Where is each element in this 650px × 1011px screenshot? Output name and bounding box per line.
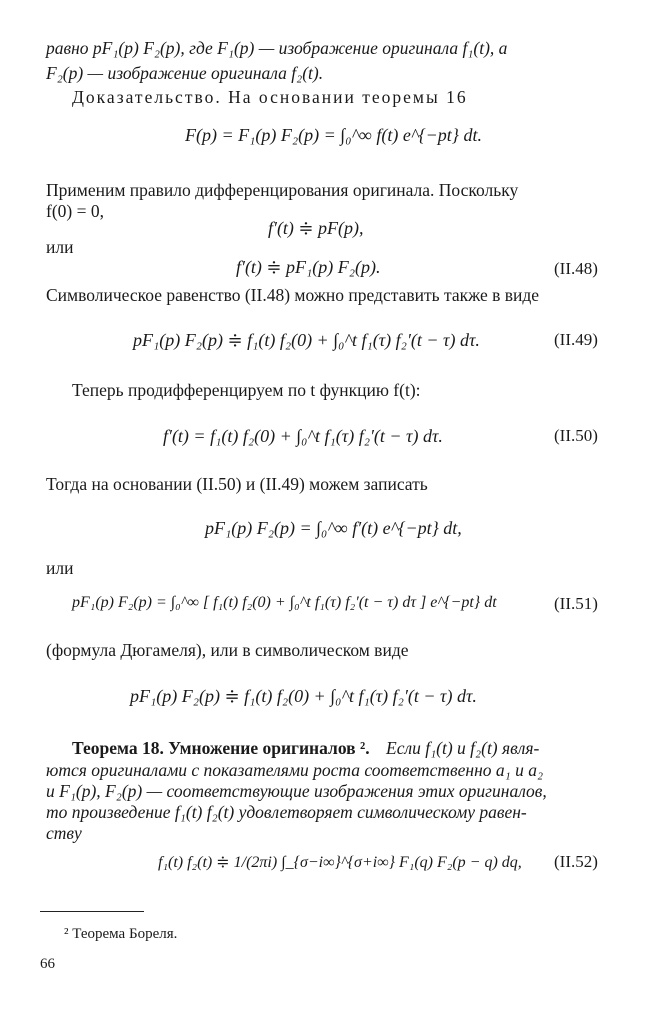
equation-number-50: (II.50) [554, 426, 598, 445]
theorem-line-5: ству [46, 823, 82, 843]
theorem-line-3: и F₁(p), F₂(p) — соответствующие изображения этих оригиналов, [46, 781, 547, 801]
theorem-heading: Теорема 18. Умножение оригиналов ². [72, 738, 370, 758]
formula-9: f₁(t) f₂(t) ≑ 1/(2πi) ∫_{σ−i∞}^{σ+i∞} F₁(q) F₂(p − q) dq, [158, 854, 522, 871]
theorem-line-1: Если f₁(t) и f₂(t) явля- [386, 738, 540, 758]
equation-number-49: (II.49) [554, 330, 598, 349]
word-ili-1: или [46, 237, 74, 257]
formula-5: f′(t) = f₁(t) f₂(0) + ∫₀^t f₁(τ) f₂′(t − τ) dτ. [163, 426, 443, 446]
formula-6: pF₁(p) F₂(p) = ∫₀^∞ f′(t) e^{−pt} dt, [205, 518, 462, 538]
formula-8: pF₁(p) F₂(p) ≑ f₁(t) f₂(0) + ∫₀^t f₁(τ) f₂′(t − τ) dτ. [130, 686, 477, 706]
text-line-2: F₂(p) — изображение оригинала f₂(t). [46, 63, 324, 83]
paragraph-5: Тогда на основании (II.50) и (II.49) можем записать [46, 474, 428, 494]
text-line-1: равно pF₁(p) F₂(p), где F₁(p) — изображение оригинала f₁(t), а [46, 38, 508, 58]
paragraph-2-line-1: Применим правило дифференцирования оригинала. Поскольку [46, 180, 519, 200]
equation-number-51: (II.51) [554, 594, 598, 613]
theorem-line-4: то произведение f₁(t) f₂(t) удовлетворяет символическому равен- [46, 802, 527, 822]
footnote-rule [40, 911, 144, 912]
page-number: 66 [40, 956, 55, 972]
formula-1: F(p) = F₁(p) F₂(p) = ∫₀^∞ f(t) e^{−pt} dt. [185, 125, 482, 145]
footnote: ² Теорема Бореля. [64, 926, 178, 942]
paragraph-6: (формула Дюгамеля), или в символическом виде [46, 640, 409, 660]
proof-heading: Доказательство. На основании теоремы 16 [72, 87, 468, 107]
paragraph-4: Теперь продифференцируем по t функцию f(t): [72, 380, 421, 400]
paragraph-2-line-2: f(0) = 0, [46, 201, 104, 221]
formula-7: pF₁(p) F₂(p) = ∫₀^∞ [ f₁(t) f₂(0) + ∫₀^t f₁(τ) f₂′(t − τ) dτ ] e^{−pt} dt [72, 594, 497, 611]
formula-4: pF₁(p) F₂(p) ≑ f₁(t) f₂(0) + ∫₀^t f₁(τ) f₂′(t − τ) dτ. [133, 330, 480, 350]
word-ili-2: или [46, 558, 74, 578]
formula-2: f′(t) ≑ pF(p), [268, 218, 364, 238]
theorem-line-2: ются оригиналами с показателями роста соответственно a₁ и a₂ [46, 760, 544, 780]
formula-3: f′(t) ≑ pF₁(p) F₂(p). [236, 257, 381, 277]
equation-number-52: (II.52) [554, 852, 598, 871]
paragraph-3: Символическое равенство (II.48) можно представить также в виде [46, 285, 540, 305]
equation-number-48: (II.48) [554, 259, 598, 278]
